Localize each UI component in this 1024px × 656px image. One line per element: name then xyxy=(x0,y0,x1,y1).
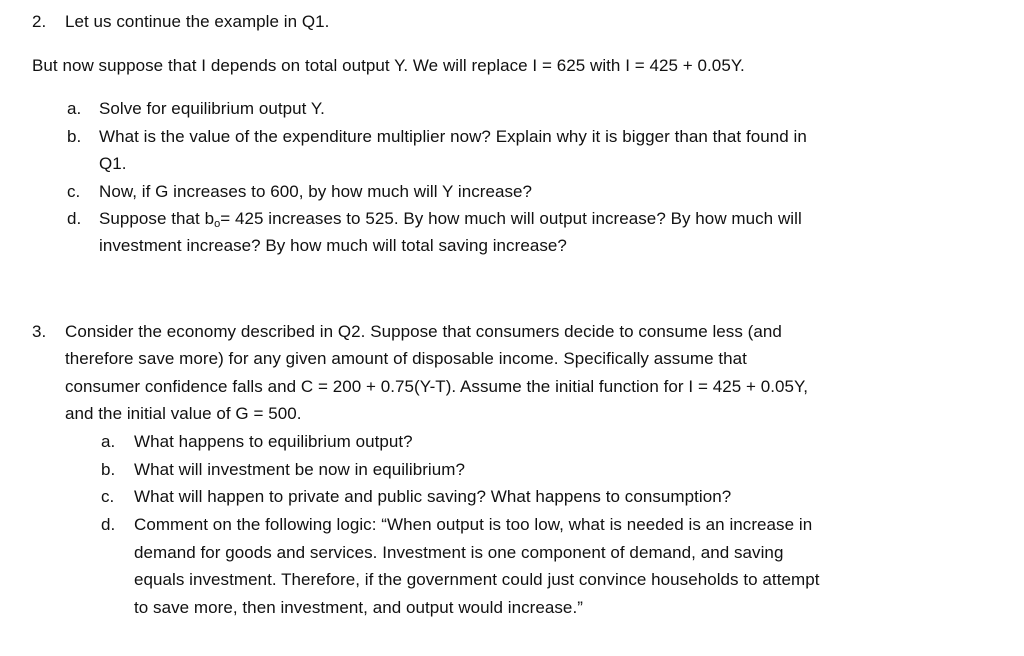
q3-text-line-3: consumer confidence falls and C = 200 + 0.75(Y-T). Assume the initial function for I = 425 + 0.05Y, xyxy=(65,377,809,396)
q3-item-d-text-line-1: Comment on the following logic: “When output is too low, what is needed is an increase in xyxy=(134,515,813,534)
q3-item-d-text-line-4: to save more, then investment, and output would increase.” xyxy=(134,598,583,617)
q2-intro: But now suppose that I depends on total output Y. We will replace I = 625 with I = 425 + 0.05Y. xyxy=(32,56,745,75)
q2-number: 2. xyxy=(32,12,47,31)
q3-item-b-label: b. xyxy=(101,460,116,479)
q2-item-d-subscript: o xyxy=(214,218,221,230)
q2-item-b-label: b. xyxy=(67,127,82,146)
q3-item-c-text: What will happen to private and public saving? What happens to consumption? xyxy=(134,487,732,506)
q2-item-a-text: Solve for equilibrium output Y. xyxy=(99,99,325,118)
q2-item-d-text-after-subscript: = 425 increases to 525. By how much will output increase? By how much will xyxy=(220,209,802,228)
q3-text-line-2: therefore save more) for any given amount of disposable income. Specifically assume that xyxy=(65,349,747,368)
q3-text-line-1: Consider the economy described in Q2. Suppose that consumers decide to consume less (and xyxy=(65,322,782,341)
q3-item-c-label: c. xyxy=(101,487,115,506)
q3-item-d-text-line-3: equals investment. Therefore, if the government could just convince households to attempt xyxy=(134,570,820,589)
q3-item-d-text-line-2: demand for goods and services. Investment is one component of demand, and saving xyxy=(134,543,784,562)
q2-item-c-label: c. xyxy=(67,182,81,201)
q3-item-a-text: What happens to equilibrium output? xyxy=(134,432,413,451)
q2-item-b-text-line-1: What is the value of the expenditure multiplier now? Explain why it is bigger than that found in xyxy=(99,127,807,146)
q3-item-a-label: a. xyxy=(101,432,116,451)
q2-item-d-text-line-1 xyxy=(99,208,802,230)
q3-number: 3. xyxy=(32,322,47,341)
q3-item-b-text: What will investment be now in equilibrium? xyxy=(134,460,465,479)
q2-item-b-text-line-2: Q1. xyxy=(99,154,127,173)
q2-item-d-text-line-2: investment increase? By how much will total saving increase? xyxy=(99,236,567,255)
q2-item-a-label: a. xyxy=(67,99,82,118)
q2-item-d-text-before-subscript: Suppose that b xyxy=(99,209,215,228)
q2-item-d-label: d. xyxy=(67,209,82,228)
q2-item-c-text: Now, if G increases to 600, by how much will Y increase? xyxy=(99,182,533,201)
q3-text-line-4: and the initial value of G = 500. xyxy=(65,404,302,423)
q2-heading: Let us continue the example in Q1. xyxy=(65,12,330,31)
q3-item-d-label: d. xyxy=(101,515,116,534)
